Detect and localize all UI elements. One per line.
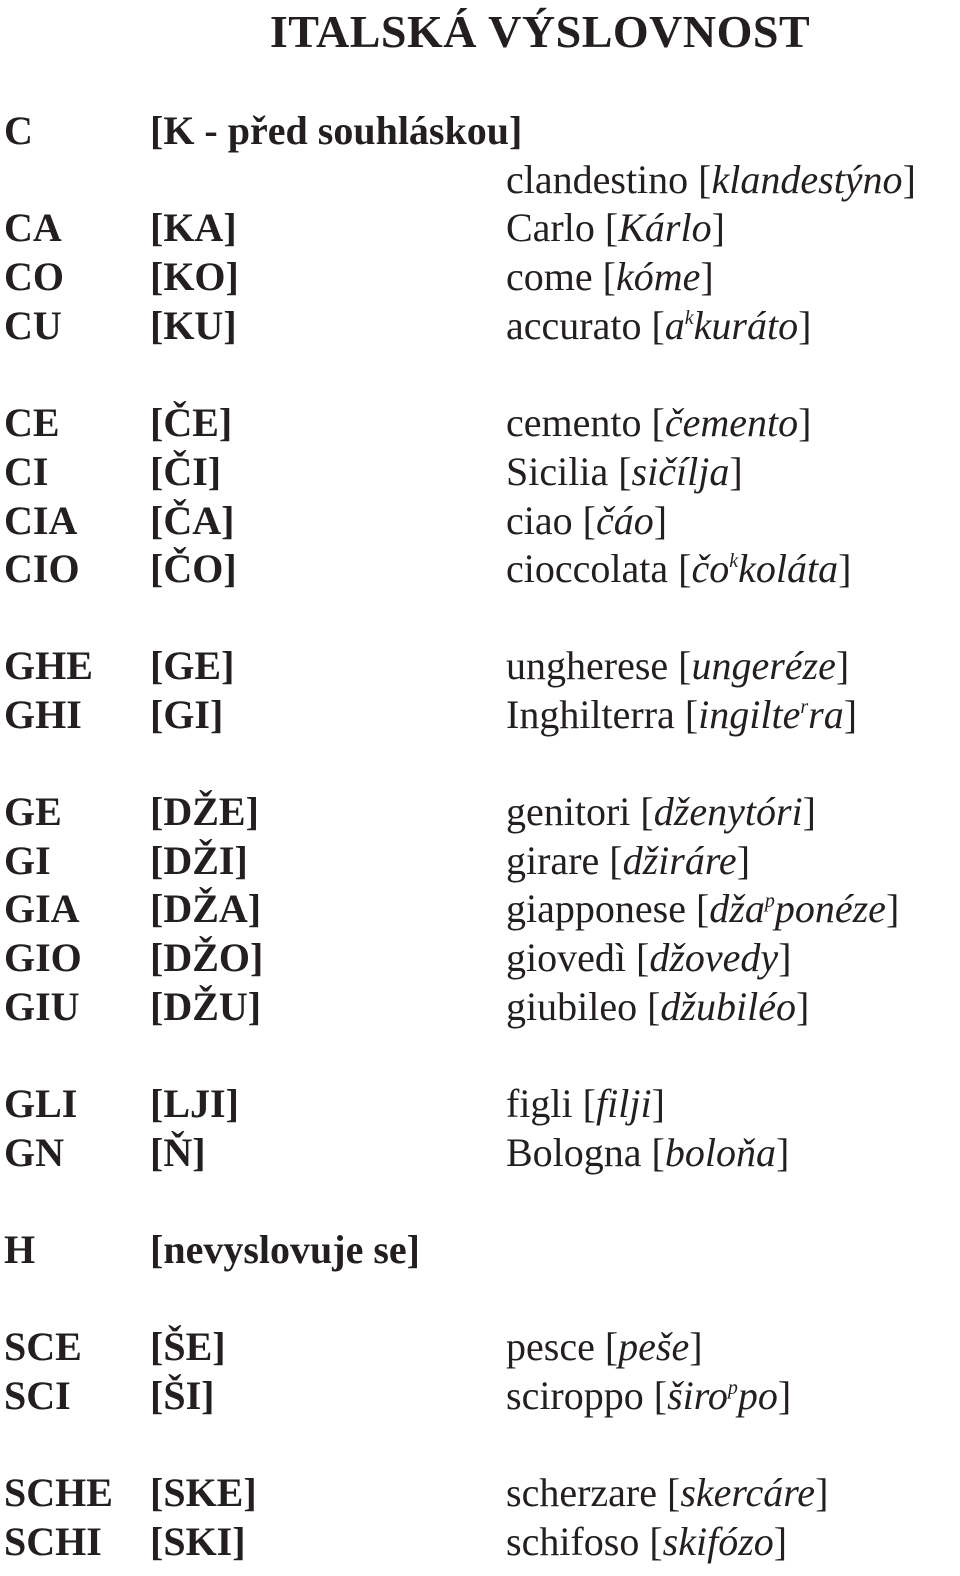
pronunciation-segment: dža — [709, 886, 765, 931]
table-row — [0, 106, 960, 155]
table-row — [0, 1371, 960, 1420]
example-word: sciroppo — [506, 1373, 644, 1418]
pronunciation-segment: sičílja — [631, 449, 730, 494]
example: Bologna [boloňa] — [506, 1130, 790, 1175]
pronunciation: [KU] — [150, 303, 237, 348]
letter-combination: CA — [4, 205, 62, 250]
table-row — [0, 982, 960, 1031]
pronunciation-segment: čáo — [595, 498, 654, 543]
example-word: ungherese — [506, 643, 669, 688]
example-word: girare — [506, 838, 600, 883]
pronunciation: [GI] — [150, 692, 224, 737]
letter-combination: GIU — [4, 984, 80, 1029]
example-word: Bologna — [506, 1130, 642, 1175]
pronunciation: [Ň] — [150, 1130, 206, 1175]
example-word: genitori — [506, 789, 631, 834]
example: pesce [peše] — [506, 1324, 703, 1369]
example-word: accurato — [506, 303, 642, 348]
example-pronunciation — [632, 449, 730, 494]
pronunciation-segment: džubiléo — [660, 984, 796, 1029]
letter-combination: GLI — [4, 1081, 78, 1126]
table-row — [0, 690, 960, 739]
pronunciation-segment: kóme — [615, 254, 701, 299]
pronunciation-segment: kuráto — [693, 303, 799, 348]
pronunciation-segment: ungeréze — [691, 643, 836, 688]
pronunciation: [ČE] — [150, 400, 233, 445]
example-word: giapponese — [506, 886, 686, 931]
example: cioccolata $[čo^kkoláta]$ — [506, 546, 852, 591]
pronunciation: [KA] — [150, 205, 237, 250]
letter-combination: SCHE — [4, 1470, 113, 1515]
example: accurato $[a^kkuráto]$ — [506, 303, 812, 348]
letter-combination: CIO — [4, 546, 80, 591]
table-row — [0, 1079, 960, 1128]
pronunciation: [SKI] — [150, 1519, 246, 1564]
example-pronunciation — [680, 1470, 815, 1515]
pronunciation: [ŠE] — [150, 1324, 226, 1369]
table-row — [0, 155, 960, 204]
table-row — [0, 1128, 960, 1177]
pronunciation-segment: ponéze — [774, 886, 886, 931]
example-pronunciation — [616, 254, 700, 299]
example: giapponese [dža$^p$ponéze] — [506, 886, 900, 931]
letter-combination: SCHI — [4, 1519, 102, 1564]
example: schifoso [skifózo] — [506, 1519, 788, 1564]
example-pronunciation — [623, 838, 737, 883]
table-row — [0, 496, 960, 545]
letter-combination: CE — [4, 400, 60, 445]
letter-combination: C — [4, 108, 33, 153]
example: come [kóme] — [506, 254, 714, 299]
letter-combination: H — [4, 1227, 36, 1272]
pronunciation-segment: dženytóri — [653, 789, 803, 834]
example: ciao [čáo] — [506, 498, 668, 543]
example-word: Inghilterra — [506, 692, 675, 737]
example-pronunciation — [665, 303, 798, 348]
example-word: pesce — [506, 1324, 595, 1369]
pronunciation: [ČO] — [150, 546, 237, 591]
example-pronunciation — [596, 498, 654, 543]
table-row — [0, 933, 960, 982]
letter-combination: CI — [4, 449, 49, 494]
pronunciation: [DŽI] — [150, 838, 248, 883]
table-row — [0, 641, 960, 690]
geminate-marker: k — [684, 307, 694, 329]
example-pronunciation — [663, 1519, 774, 1564]
example: cemento [čemento] — [506, 400, 812, 445]
example-word: giubileo — [506, 984, 638, 1029]
letter-combination: SCE — [4, 1324, 82, 1369]
example-pronunciation — [665, 400, 798, 445]
example-word: cemento — [506, 400, 642, 445]
pronunciation-segment: a — [664, 303, 685, 348]
letter-combination: CO — [4, 254, 64, 299]
pronunciation-segment: boloňa — [664, 1130, 776, 1175]
letter-combination: CU — [4, 303, 62, 348]
letter-combination: GHE — [4, 643, 93, 688]
table-row — [0, 301, 960, 350]
letter-combination: GI — [4, 838, 51, 883]
example: ungherese [ungeréze] — [506, 643, 850, 688]
pronunciation: [K - před souhláskou] — [150, 108, 523, 153]
table-row — [0, 252, 960, 301]
example-pronunciation — [618, 1324, 689, 1369]
example: Inghilterra [ingilte$^r$ra] — [506, 692, 858, 737]
pronunciation: [GE] — [150, 643, 235, 688]
example-pronunciation — [698, 692, 844, 737]
example-word: figli — [506, 1081, 573, 1126]
letter-combination: GHI — [4, 692, 82, 737]
geminate-marker: p — [727, 1377, 738, 1399]
example-word: ciao — [506, 498, 573, 543]
example-pronunciation — [654, 789, 803, 834]
table-row — [0, 787, 960, 836]
geminate-marker: k — [729, 550, 739, 572]
pronunciation-segment: filji — [596, 1081, 652, 1126]
example-word: schifoso — [506, 1519, 640, 1564]
pronunciation: [ČA] — [150, 498, 235, 543]
pronunciation-segment: džovedy — [649, 935, 779, 980]
table-row — [0, 1225, 960, 1274]
page-title: ITALSKÁ VÝSLOVNOST — [269, 6, 811, 57]
letter-combination: CIA — [4, 498, 78, 543]
table-row — [0, 398, 960, 447]
example: figli [filji] — [506, 1081, 665, 1126]
example-pronunciation — [649, 935, 778, 980]
pronunciation-segment: Kárlo — [618, 205, 712, 250]
table-row — [0, 1322, 960, 1371]
pronunciation-segment: koláta — [738, 546, 839, 591]
pronunciation: [DŽA] — [150, 886, 262, 931]
example-pronunciation — [665, 1130, 776, 1175]
pronunciation: [nevyslovuje se] — [150, 1227, 420, 1272]
pronunciation-segment: klandestýno — [711, 157, 903, 202]
letter-combination: SCI — [4, 1373, 71, 1418]
example-pronunciation — [709, 886, 886, 931]
table-row — [0, 884, 960, 933]
geminate-marker: p — [764, 890, 775, 912]
example: giovedì [džovedy] — [506, 935, 792, 980]
example: girare [džiráre] — [506, 838, 751, 883]
pronunciation: [SKE] — [150, 1470, 257, 1515]
example-pronunciation — [712, 157, 903, 202]
example: sciroppo [širo$^p$po] — [506, 1373, 792, 1418]
example-pronunciation — [667, 1373, 778, 1418]
pronunciation: [DŽE] — [150, 789, 259, 834]
example-word: Carlo — [506, 205, 595, 250]
example-word: cioccolata — [506, 546, 669, 591]
pronunciation: [KO] — [150, 254, 239, 299]
example-pronunciation — [596, 1081, 652, 1126]
example: giubileo [džubiléo] — [506, 984, 810, 1029]
example-word: come — [506, 254, 593, 299]
example-pronunciation — [691, 546, 838, 591]
example: Carlo [Kárlo] — [506, 205, 725, 250]
example-pronunciation — [691, 643, 835, 688]
pronunciation-segment: skercáre — [680, 1470, 816, 1515]
pronunciation-segment: po — [737, 1373, 778, 1418]
pronunciation-segment: peše — [618, 1324, 690, 1369]
letter-combination: GE — [4, 789, 62, 834]
table-row — [0, 447, 960, 496]
example-pronunciation — [618, 205, 711, 250]
example-word: clandestino — [506, 157, 689, 202]
geminate-marker: r — [800, 696, 809, 718]
example: clandestino [klandestýno] — [506, 157, 916, 202]
pronunciation: [DŽO] — [150, 935, 264, 980]
example: genitori [dženytóri] — [506, 789, 816, 834]
pronunciation-segment: džiráre — [622, 838, 737, 883]
table-row — [0, 1468, 960, 1517]
table-row — [0, 544, 960, 593]
pronunciation: [ČI] — [150, 449, 222, 494]
pronunciation: [ŠI] — [150, 1373, 215, 1418]
letter-combination: GN — [4, 1130, 64, 1175]
table-row — [0, 203, 960, 252]
pronunciation: [DŽU] — [150, 984, 262, 1029]
table-row — [0, 1517, 960, 1566]
example-word: Sicilia — [506, 449, 609, 494]
pronunciation-segment: čemento — [664, 400, 799, 445]
pronunciation-segment: ingilte — [698, 692, 801, 737]
example-word: scherzare — [506, 1470, 657, 1515]
pronunciation-segment: širo — [667, 1373, 728, 1418]
example-pronunciation — [660, 984, 796, 1029]
pronunciation: [LJI] — [150, 1081, 239, 1126]
letter-combination: GIA — [4, 886, 80, 931]
example: scherzare [skercáre] — [506, 1470, 829, 1515]
pronunciation-segment: ra — [808, 692, 844, 737]
table-row — [0, 836, 960, 885]
example: Sicilia [sičílja] — [506, 449, 743, 494]
pronunciation-segment: čo — [691, 546, 730, 591]
example-word: giovedì — [506, 935, 626, 980]
letter-combination: GIO — [4, 935, 82, 980]
pronunciation-segment: skifózo — [662, 1519, 774, 1564]
